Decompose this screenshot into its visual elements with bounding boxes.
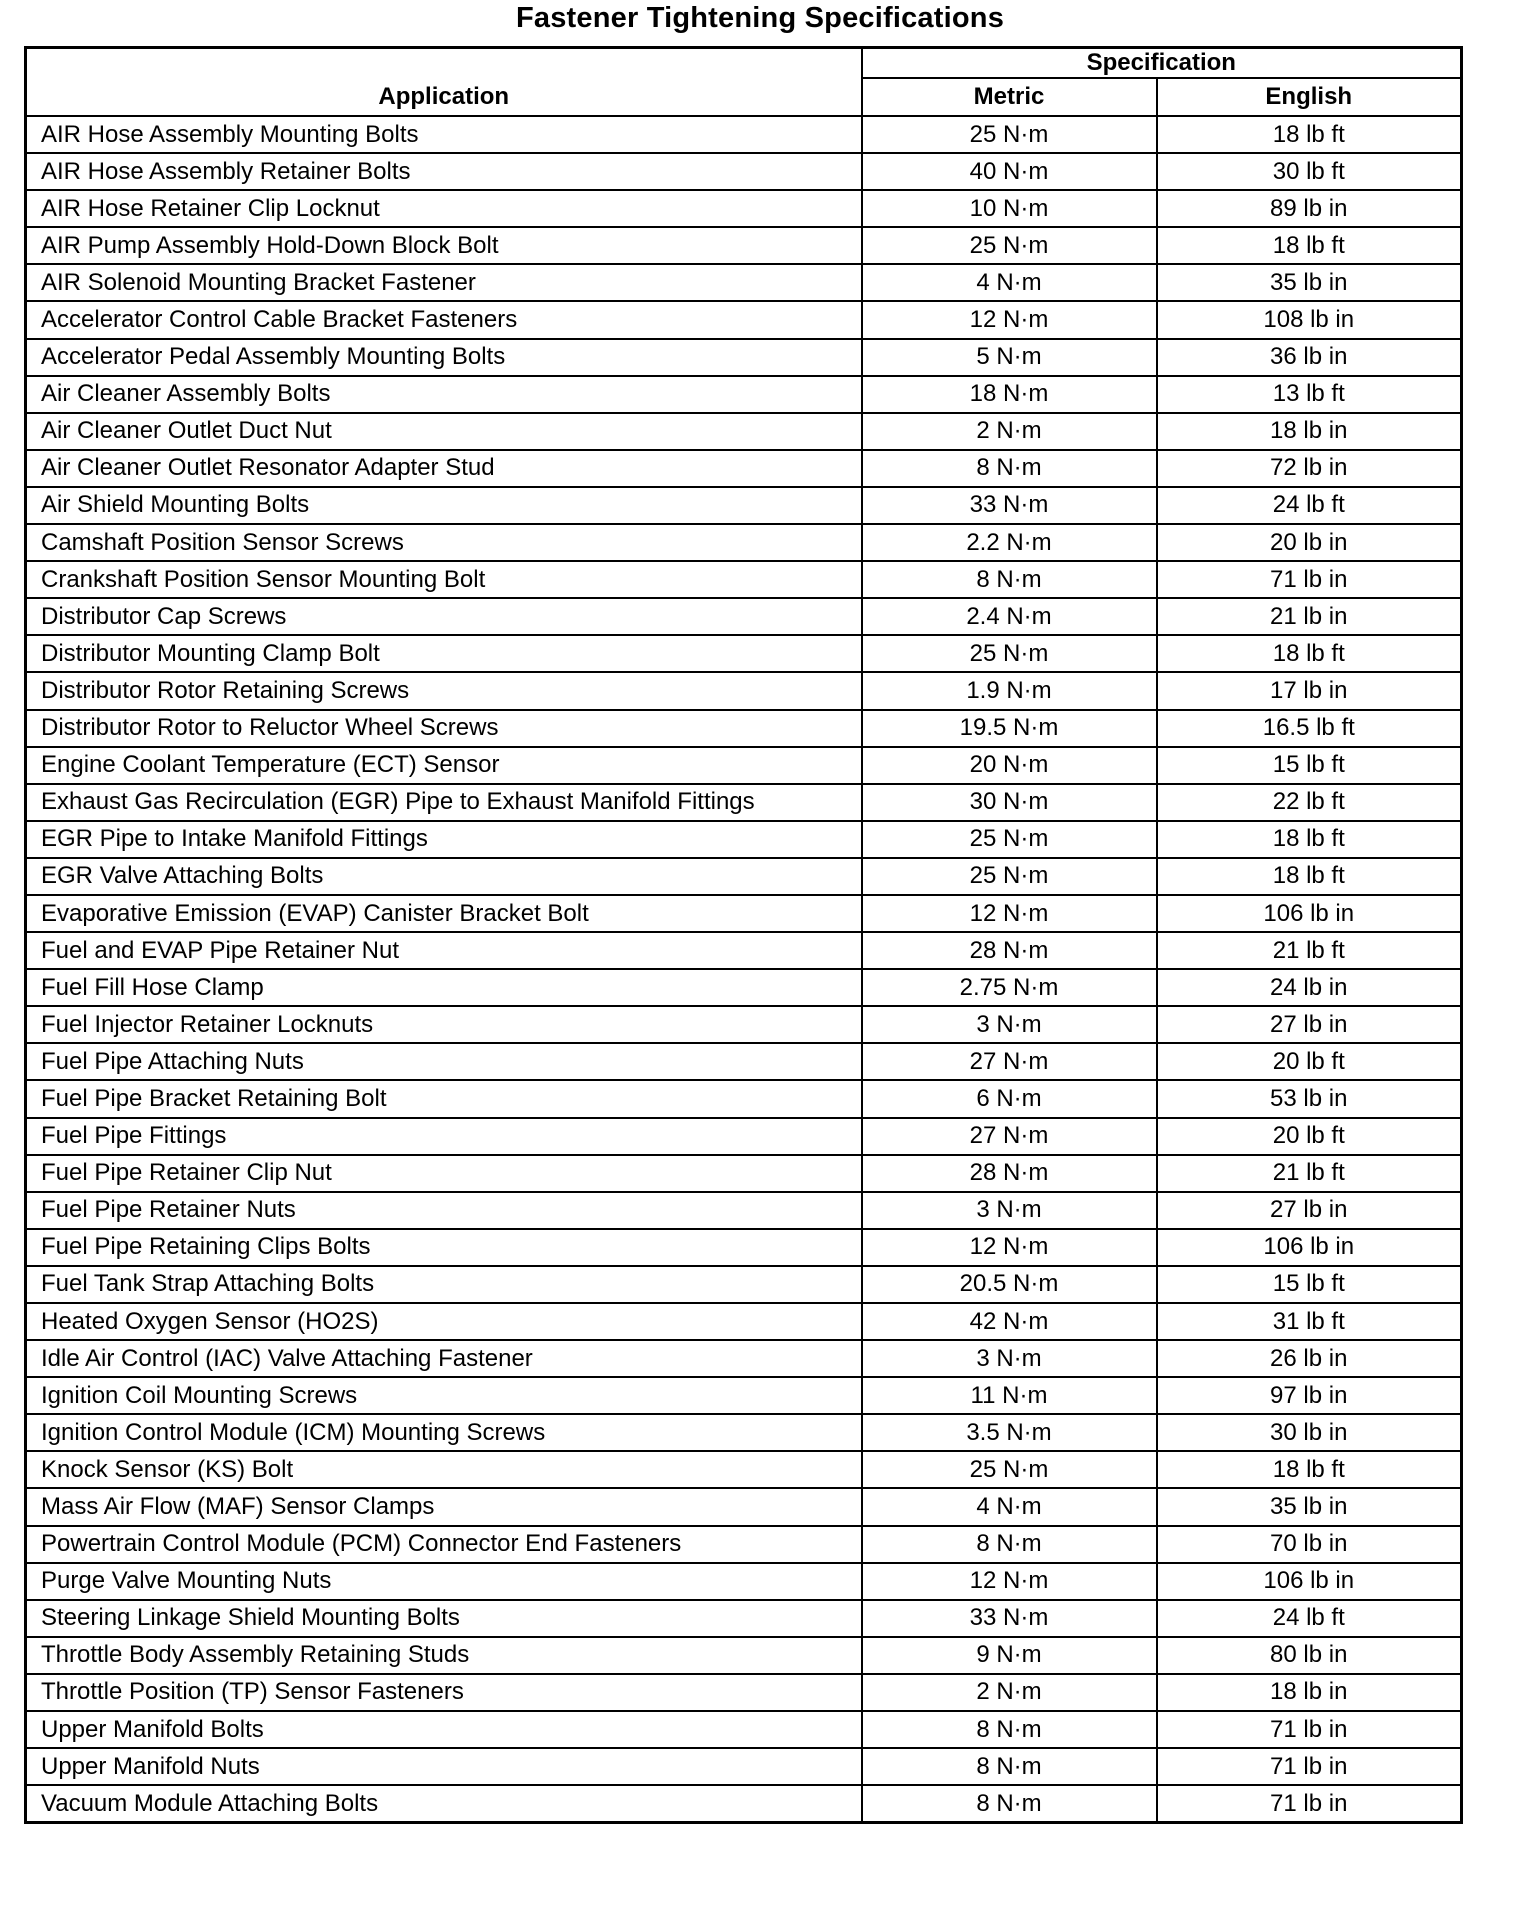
table-row (26, 1006, 1462, 1043)
metric-cell: 8 N·m (862, 450, 1157, 487)
metric-cell: 3 N·m (862, 1192, 1157, 1229)
table-row (26, 1637, 1462, 1674)
english-cell: 31 lb ft (1157, 1303, 1462, 1340)
metric-cell: 27 N·m (862, 1118, 1157, 1155)
english-cell: 53 lb in (1157, 1080, 1462, 1117)
english-cell: 80 lb in (1157, 1637, 1462, 1674)
application-cell: Fuel Pipe Retainer Clip Nut (26, 1155, 862, 1192)
application-cell: Air Shield Mounting Bolts (26, 487, 862, 524)
application-cell: Heated Oxygen Sensor (HO2S) (26, 1303, 862, 1340)
english-cell: 71 lb in (1157, 1748, 1462, 1785)
english-cell: 35 lb in (1157, 1488, 1462, 1525)
table-row (26, 301, 1462, 338)
english-cell: 16.5 lb ft (1157, 710, 1462, 747)
metric-cell: 42 N·m (862, 1303, 1157, 1340)
application-cell: Distributor Cap Screws (26, 598, 862, 635)
metric-cell: 3.5 N·m (862, 1414, 1157, 1451)
english-cell: 20 lb in (1157, 524, 1462, 561)
english-cell: 27 lb in (1157, 1192, 1462, 1229)
table-row (26, 672, 1462, 709)
english-cell: 13 lb ft (1157, 376, 1462, 413)
metric-cell: 8 N·m (862, 1711, 1157, 1748)
application-cell: Fuel Tank Strap Attaching Bolts (26, 1266, 862, 1303)
table-row (26, 969, 1462, 1006)
english-cell: 20 lb ft (1157, 1043, 1462, 1080)
metric-cell: 8 N·m (862, 561, 1157, 598)
metric-cell: 20.5 N·m (862, 1266, 1157, 1303)
english-cell: 18 lb ft (1157, 635, 1462, 672)
application-cell: Fuel and EVAP Pipe Retainer Nut (26, 932, 862, 969)
metric-cell: 12 N·m (862, 895, 1157, 932)
table-row (26, 1785, 1462, 1823)
metric-cell: 33 N·m (862, 1600, 1157, 1637)
table-row (26, 1414, 1462, 1451)
metric-cell: 40 N·m (862, 153, 1157, 190)
table-row (26, 1118, 1462, 1155)
english-cell: 30 lb ft (1157, 153, 1462, 190)
application-cell: Fuel Pipe Attaching Nuts (26, 1043, 862, 1080)
application-cell: Distributor Rotor to Reluctor Wheel Screws (26, 710, 862, 747)
metric-cell: 12 N·m (862, 1563, 1157, 1600)
table-row (26, 1303, 1462, 1340)
metric-cell: 33 N·m (862, 487, 1157, 524)
metric-cell: 3 N·m (862, 1006, 1157, 1043)
metric-cell: 12 N·m (862, 301, 1157, 338)
metric-cell: 28 N·m (862, 1155, 1157, 1192)
metric-column-header: Metric (862, 78, 1157, 116)
english-cell: 72 lb in (1157, 450, 1462, 487)
table-row (26, 635, 1462, 672)
page-title: Fastener Tightening Specifications (515, 2, 1005, 34)
english-cell: 108 lb in (1157, 301, 1462, 338)
metric-cell: 4 N·m (862, 1488, 1157, 1525)
table-row (26, 1674, 1462, 1711)
table-row (26, 116, 1462, 153)
metric-cell: 25 N·m (862, 227, 1157, 264)
metric-cell: 25 N·m (862, 858, 1157, 895)
application-cell: Accelerator Control Cable Bracket Fasteners (26, 301, 862, 338)
table-row (26, 561, 1462, 598)
english-cell: 18 lb ft (1157, 858, 1462, 895)
english-cell: 24 lb in (1157, 969, 1462, 1006)
application-cell: Distributor Rotor Retaining Screws (26, 672, 862, 709)
english-cell: 71 lb in (1157, 1711, 1462, 1748)
english-cell: 18 lb ft (1157, 227, 1462, 264)
application-cell: AIR Hose Assembly Retainer Bolts (26, 153, 862, 190)
table-row (26, 1451, 1462, 1488)
application-cell: EGR Valve Attaching Bolts (26, 858, 862, 895)
metric-cell: 30 N·m (862, 784, 1157, 821)
application-cell: EGR Pipe to Intake Manifold Fittings (26, 821, 862, 858)
application-cell: Fuel Fill Hose Clamp (26, 969, 862, 1006)
metric-cell: 27 N·m (862, 1043, 1157, 1080)
fastener-spec-table (24, 46, 1463, 1824)
table-row (26, 524, 1462, 561)
english-cell: 15 lb ft (1157, 1266, 1462, 1303)
table-row (26, 264, 1462, 301)
metric-cell: 2.4 N·m (862, 598, 1157, 635)
metric-cell: 5 N·m (862, 339, 1157, 376)
metric-cell: 9 N·m (862, 1637, 1157, 1674)
english-cell: 97 lb in (1157, 1377, 1462, 1414)
metric-cell: 2.2 N·m (862, 524, 1157, 561)
application-cell: Air Cleaner Assembly Bolts (26, 376, 862, 413)
table-row (26, 1340, 1462, 1377)
application-cell: AIR Solenoid Mounting Bracket Fastener (26, 264, 862, 301)
table-row (26, 1600, 1462, 1637)
metric-cell: 8 N·m (862, 1526, 1157, 1563)
application-cell: Fuel Pipe Retainer Nuts (26, 1192, 862, 1229)
metric-cell: 25 N·m (862, 635, 1157, 672)
english-cell: 106 lb in (1157, 1229, 1462, 1266)
table-row (26, 1563, 1462, 1600)
application-cell: Distributor Mounting Clamp Bolt (26, 635, 862, 672)
application-cell: Powertrain Control Module (PCM) Connector End Fasteners (26, 1526, 862, 1563)
table-row (26, 1526, 1462, 1563)
metric-cell: 25 N·m (862, 1451, 1157, 1488)
table-row (26, 1488, 1462, 1525)
metric-cell: 2.75 N·m (862, 969, 1157, 1006)
application-cell: Fuel Injector Retainer Locknuts (26, 1006, 862, 1043)
spec-table-body (26, 116, 1462, 1823)
metric-cell: 8 N·m (862, 1748, 1157, 1785)
metric-cell: 1.9 N·m (862, 672, 1157, 709)
english-cell: 18 lb in (1157, 1674, 1462, 1711)
metric-cell: 19.5 N·m (862, 710, 1157, 747)
application-cell: Purge Valve Mounting Nuts (26, 1563, 862, 1600)
application-cell: Vacuum Module Attaching Bolts (26, 1785, 862, 1823)
table-row (26, 1043, 1462, 1080)
english-cell: 18 lb ft (1157, 821, 1462, 858)
application-cell: Fuel Pipe Fittings (26, 1118, 862, 1155)
english-cell: 22 lb ft (1157, 784, 1462, 821)
metric-cell: 10 N·m (862, 190, 1157, 227)
application-cell: Air Cleaner Outlet Duct Nut (26, 413, 862, 450)
metric-cell: 25 N·m (862, 116, 1157, 153)
application-cell: Engine Coolant Temperature (ECT) Sensor (26, 747, 862, 784)
table-row (26, 747, 1462, 784)
metric-cell: 11 N·m (862, 1377, 1157, 1414)
english-cell: 21 lb in (1157, 598, 1462, 635)
english-cell: 20 lb ft (1157, 1118, 1462, 1155)
table-row (26, 932, 1462, 969)
table-row (26, 190, 1462, 227)
application-cell: Steering Linkage Shield Mounting Bolts (26, 1600, 862, 1637)
english-cell: 18 lb ft (1157, 1451, 1462, 1488)
metric-cell: 8 N·m (862, 1785, 1157, 1823)
table-row (26, 153, 1462, 190)
english-column-header: English (1157, 78, 1462, 116)
table-row (26, 1377, 1462, 1414)
application-cell: Upper Manifold Bolts (26, 1711, 862, 1748)
application-cell: Mass Air Flow (MAF) Sensor Clamps (26, 1488, 862, 1525)
metric-cell: 4 N·m (862, 264, 1157, 301)
table-row (26, 1080, 1462, 1117)
metric-cell: 12 N·m (862, 1229, 1157, 1266)
metric-cell: 20 N·m (862, 747, 1157, 784)
english-cell: 24 lb ft (1157, 487, 1462, 524)
table-row (26, 376, 1462, 413)
table-row (26, 1266, 1462, 1303)
english-cell: 27 lb in (1157, 1006, 1462, 1043)
table-row (26, 1155, 1462, 1192)
application-cell: Ignition Control Module (ICM) Mounting Screws (26, 1414, 862, 1451)
english-cell: 17 lb in (1157, 672, 1462, 709)
table-row (26, 710, 1462, 747)
english-cell: 106 lb in (1157, 895, 1462, 932)
table-row (26, 450, 1462, 487)
table-row (26, 339, 1462, 376)
english-cell: 18 lb in (1157, 413, 1462, 450)
table-row (26, 821, 1462, 858)
table-row (26, 227, 1462, 264)
application-cell: Air Cleaner Outlet Resonator Adapter Stud (26, 450, 862, 487)
english-cell: 26 lb in (1157, 1340, 1462, 1377)
metric-cell: 18 N·m (862, 376, 1157, 413)
english-cell: 89 lb in (1157, 190, 1462, 227)
english-cell: 30 lb in (1157, 1414, 1462, 1451)
application-cell: Camshaft Position Sensor Screws (26, 524, 862, 561)
table-row (26, 413, 1462, 450)
application-cell: AIR Hose Assembly Mounting Bolts (26, 116, 862, 153)
application-cell: AIR Hose Retainer Clip Locknut (26, 190, 862, 227)
application-cell: Idle Air Control (IAC) Valve Attaching Fastener (26, 1340, 862, 1377)
application-cell: Accelerator Pedal Assembly Mounting Bolts (26, 339, 862, 376)
specification-group-header: Specification (862, 48, 1462, 79)
application-cell: Ignition Coil Mounting Screws (26, 1377, 862, 1414)
metric-cell: 3 N·m (862, 1340, 1157, 1377)
english-cell: 18 lb ft (1157, 116, 1462, 153)
table-row (26, 1711, 1462, 1748)
metric-cell: 25 N·m (862, 821, 1157, 858)
english-cell: 21 lb ft (1157, 1155, 1462, 1192)
application-cell: Knock Sensor (KS) Bolt (26, 1451, 862, 1488)
application-cell: Fuel Pipe Retaining Clips Bolts (26, 1229, 862, 1266)
english-cell: 71 lb in (1157, 1785, 1462, 1823)
table-row (26, 784, 1462, 821)
application-cell: Exhaust Gas Recirculation (EGR) Pipe to Exhaust Manifold Fittings (26, 784, 862, 821)
english-cell: 24 lb ft (1157, 1600, 1462, 1637)
application-cell: AIR Pump Assembly Hold-Down Block Bolt (26, 227, 862, 264)
table-row (26, 858, 1462, 895)
application-cell: Upper Manifold Nuts (26, 1748, 862, 1785)
english-cell: 71 lb in (1157, 561, 1462, 598)
table-row (26, 895, 1462, 932)
application-cell: Throttle Body Assembly Retaining Studs (26, 1637, 862, 1674)
english-cell: 106 lb in (1157, 1563, 1462, 1600)
english-cell: 70 lb in (1157, 1526, 1462, 1563)
application-cell: Throttle Position (TP) Sensor Fasteners (26, 1674, 862, 1711)
metric-cell: 28 N·m (862, 932, 1157, 969)
application-cell: Evaporative Emission (EVAP) Canister Bracket Bolt (26, 895, 862, 932)
table-row (26, 598, 1462, 635)
english-cell: 15 lb ft (1157, 747, 1462, 784)
application-column-header: Application (26, 48, 862, 117)
metric-cell: 6 N·m (862, 1080, 1157, 1117)
application-cell: Crankshaft Position Sensor Mounting Bolt (26, 561, 862, 598)
table-row (26, 1229, 1462, 1266)
table-row (26, 487, 1462, 524)
english-cell: 36 lb in (1157, 339, 1462, 376)
table-row (26, 1748, 1462, 1785)
table-row (26, 1192, 1462, 1229)
english-cell: 35 lb in (1157, 264, 1462, 301)
metric-cell: 2 N·m (862, 413, 1157, 450)
application-cell: Fuel Pipe Bracket Retaining Bolt (26, 1080, 862, 1117)
english-cell: 21 lb ft (1157, 932, 1462, 969)
metric-cell: 2 N·m (862, 1674, 1157, 1711)
